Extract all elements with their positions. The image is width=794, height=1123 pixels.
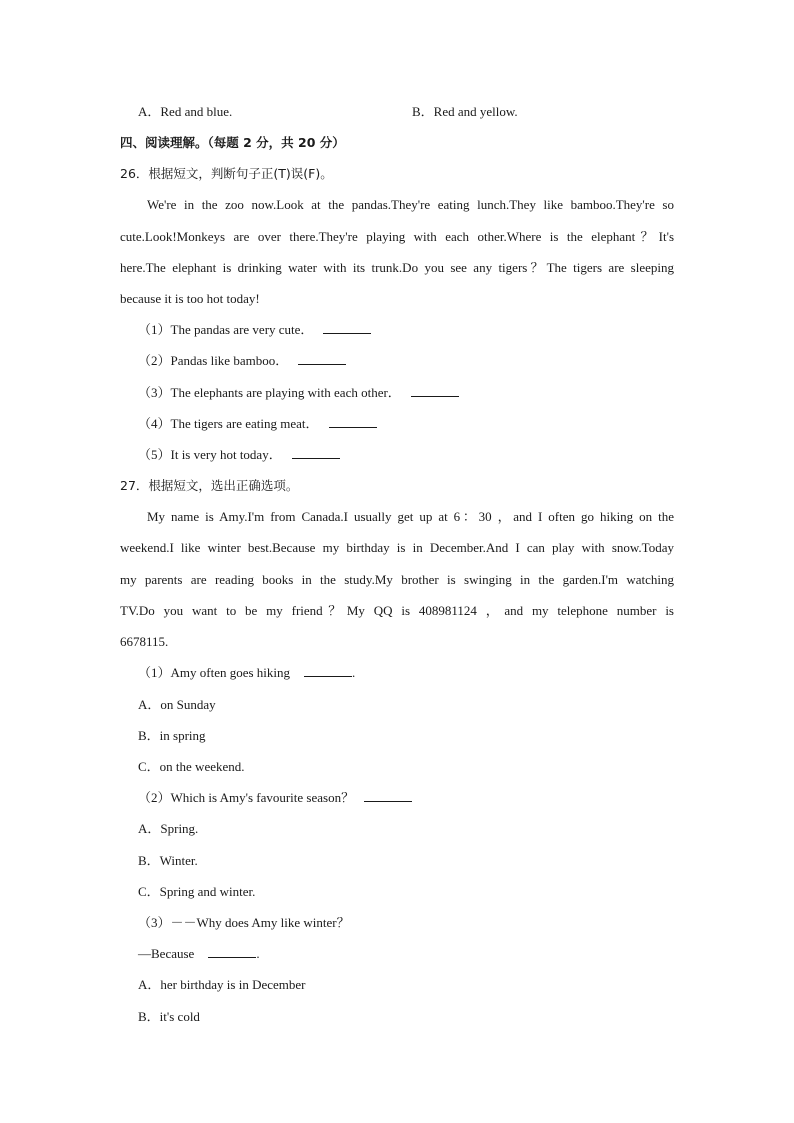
q27-1-option-a[interactable]: A．on Sunday bbox=[138, 697, 216, 712]
statement-text: （5）It is very hot today． bbox=[138, 447, 282, 462]
answer-blank[interactable] bbox=[304, 664, 352, 677]
answer-blank[interactable] bbox=[329, 415, 377, 428]
q27-passage-line: My name is Amy.I'm from Canada.I usually get up at 6：30 ，and I often go hiking on the bbox=[147, 509, 674, 524]
answer-blank[interactable] bbox=[208, 945, 256, 958]
statement-text: （4）The tigers are eating meat． bbox=[138, 416, 319, 431]
q26-instruction: 26．根据短文，判断句子正(T)误(F)。 bbox=[120, 166, 333, 181]
statement-text: （2）Pandas like bamboo． bbox=[138, 353, 289, 368]
q27-instruction: 27．根据短文，选出正确选项。 bbox=[120, 478, 299, 493]
q27-question-2 bbox=[138, 789, 412, 807]
q27-3-option-b[interactable]: B．it's cold bbox=[138, 1009, 200, 1024]
q27-question-1 bbox=[138, 664, 355, 682]
q26-passage-line: cute.Look!Monkeys are over there.They're playing with each other.Where is the elephant？It's bbox=[120, 229, 674, 244]
q27-passage-line: 6678115. bbox=[120, 634, 169, 649]
q25-option-a: A．Red and blue. bbox=[138, 104, 233, 119]
question-text: （1）Amy often goes hiking bbox=[138, 665, 291, 680]
q27-passage-line: weekend.I like winter best.Because my birthday is in December.And I can play with snow.Today bbox=[120, 540, 674, 555]
question-text: （2）Which is Amy's favourite season？ bbox=[138, 790, 355, 805]
q26-statement bbox=[138, 415, 377, 433]
answer-blank[interactable] bbox=[364, 789, 412, 802]
q26-statement bbox=[138, 384, 459, 402]
section-heading: 四、阅读理解。（每题 2 分，共 20 分） bbox=[120, 135, 345, 150]
q26-statement bbox=[138, 446, 340, 464]
q26-passage-line: We're in the zoo now.Look at the pandas.They're eating lunch.They like bamboo.They're so bbox=[147, 197, 674, 212]
q27-1-option-c[interactable]: C．on the weekend. bbox=[138, 759, 245, 774]
q27-1-option-b[interactable]: B．in spring bbox=[138, 728, 206, 743]
q25-option-b: B．Red and yellow. bbox=[412, 104, 518, 119]
statement-text: （1）The pandas are very cute． bbox=[138, 322, 314, 337]
q27-question-3-answer bbox=[138, 945, 260, 963]
q27-2-option-b[interactable]: B．Winter. bbox=[138, 853, 198, 868]
question-end: . bbox=[256, 946, 260, 961]
statement-text: （3）The elephants are playing with each other． bbox=[138, 385, 401, 400]
answer-blank[interactable] bbox=[323, 321, 371, 334]
answer-prefix: —Because bbox=[138, 946, 195, 961]
q26-statement bbox=[138, 352, 346, 370]
q27-question-3: （3）－－Why does Amy like winter？ bbox=[138, 915, 350, 930]
q26-passage-line: here.The elephant is drinking water with its trunk.Do you see any tigers？The tigers are sleeping bbox=[120, 260, 674, 275]
answer-blank[interactable] bbox=[292, 446, 340, 459]
answer-blank[interactable] bbox=[411, 384, 459, 397]
q27-2-option-c[interactable]: C．Spring and winter. bbox=[138, 884, 256, 899]
q27-2-option-a[interactable]: A．Spring. bbox=[138, 821, 199, 836]
q27-passage-line: my parents are reading books in the study.My brother is swinging in the garden.I'm watching bbox=[120, 572, 674, 587]
q27-passage-line: TV.Do you want to be my friend？My QQ is 408981124 ，and my telephone number is bbox=[120, 603, 674, 618]
q26-passage-line: because it is too hot today! bbox=[120, 291, 260, 306]
question-end: . bbox=[352, 665, 356, 680]
q26-statement bbox=[138, 321, 371, 339]
q27-3-option-a[interactable]: A．her birthday is in December bbox=[138, 977, 306, 992]
answer-blank[interactable] bbox=[298, 352, 346, 365]
